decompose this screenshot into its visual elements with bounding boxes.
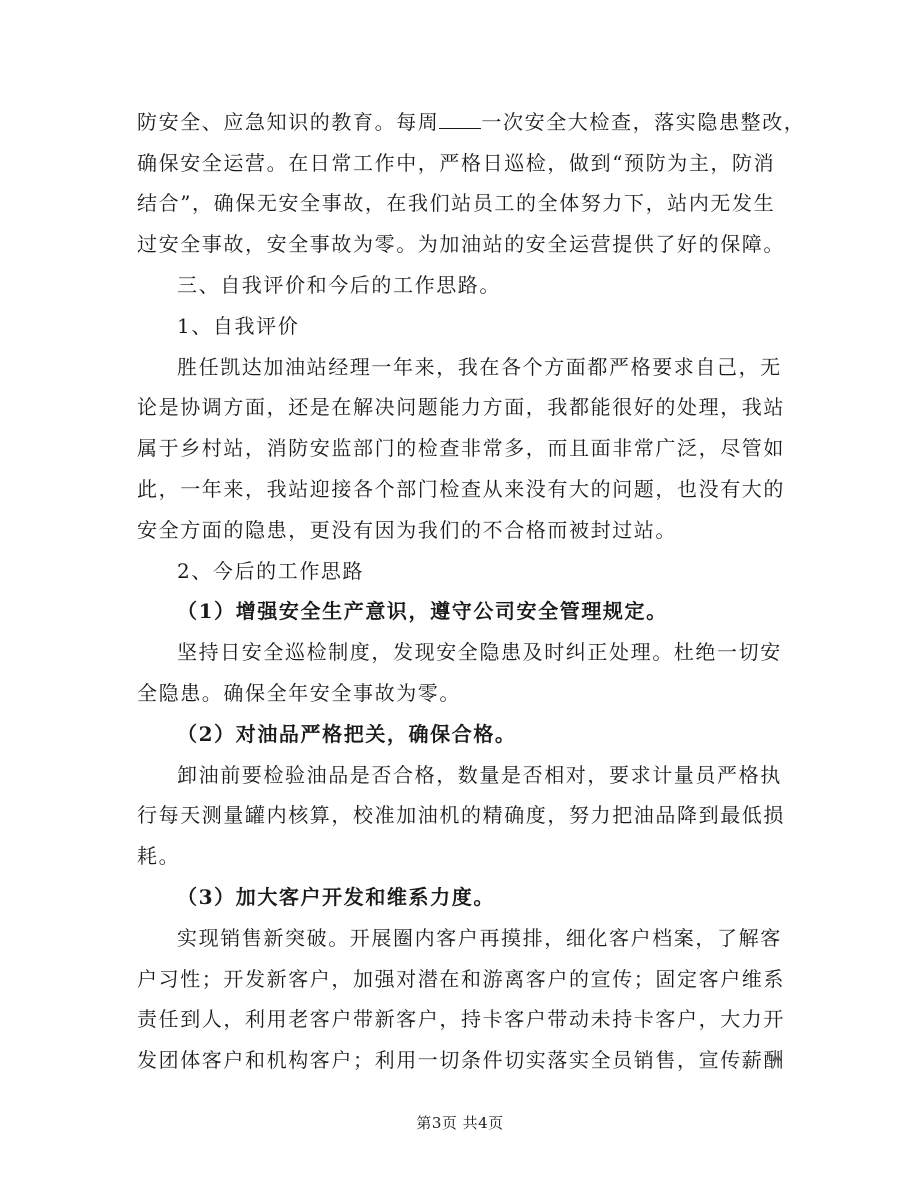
paragraph-line	[137, 108, 806, 136]
paragraph-line: 责任到人，利用老客户带新客户，持卡客户带动未持卡客户，大力开	[137, 1007, 785, 1031]
paragraph-line: 户习性；开发新客户，加强对潜在和游离客户的宣传；固定客户维系	[137, 967, 785, 991]
paragraph-line: 行每天测量罐内核算，校准加油机的精确度，努力把油品降到最低损	[137, 803, 785, 827]
page-number-footer: 第3页 共4页	[416, 1114, 504, 1132]
paragraph-line: 过安全事故，安全事故为零。为加油站的安全运营提供了好的保障。	[137, 232, 785, 256]
bold-subheading: （2）对油品严格把关，确保合格。	[177, 722, 517, 746]
fill-in-blank	[439, 108, 481, 129]
paragraph-line: 安全方面的隐患，更没有因为我们的不合格而被封过站。	[137, 518, 677, 542]
subsection-heading: 1、自我评价	[177, 314, 300, 338]
paragraph-line: 卸油前要检验油品是否合格，数量是否相对，要求计量员严格执	[177, 763, 782, 787]
paragraph-line: 确保安全运营。在日常工作中，严格日巡检，做到“预防为主，防消	[137, 151, 776, 175]
paragraph-line: 此，一年来，我站迎接各个部门检查从来没有大的问题，也没有大的	[137, 477, 785, 501]
paragraph-line: 耗。	[137, 844, 181, 868]
subsection-heading: 2、今后的工作思路	[177, 559, 365, 583]
text-span: 一次安全大检查，落实隐患整改，	[481, 110, 806, 134]
paragraph-line: 结合”，确保无安全事故，在我们站员工的全体努力下，站内无发生	[137, 191, 776, 215]
paragraph-line: 论是协调方面，还是在解决问题能力方面，我都能很好的处理，我站	[137, 395, 785, 419]
text-span: 防安全、应急知识的教育。每周	[137, 110, 440, 134]
paragraph-line: 坚持日安全巡检制度，发现安全隐患及时纠正处理。杜绝一切安	[177, 640, 782, 664]
paragraph-line: 全隐患。确保全年安全事故为零。	[137, 681, 461, 705]
paragraph-line: 胜任凯达加油站经理一年来，我在各个方面都严格要求自己，无	[177, 355, 782, 379]
paragraph-line: 属于乡村站，消防安监部门的检查非常多，而且面非常广泛，尽管如	[137, 436, 785, 460]
section-heading: 三、自我评价和今后的工作思路。	[177, 273, 501, 297]
bold-subheading: （1）增强安全生产意识，遵守公司安全管理规定。	[177, 599, 668, 623]
paragraph-line: 实现销售新突破。开展圈内客户再摸排，细化客户档案，了解客	[177, 926, 782, 950]
paragraph-line: 发团体客户和机构客户；利用一切条件切实落实全员销售，宣传薪酬	[137, 1048, 785, 1072]
bold-subheading: （3）加大客户开发和维系力度。	[177, 885, 495, 909]
